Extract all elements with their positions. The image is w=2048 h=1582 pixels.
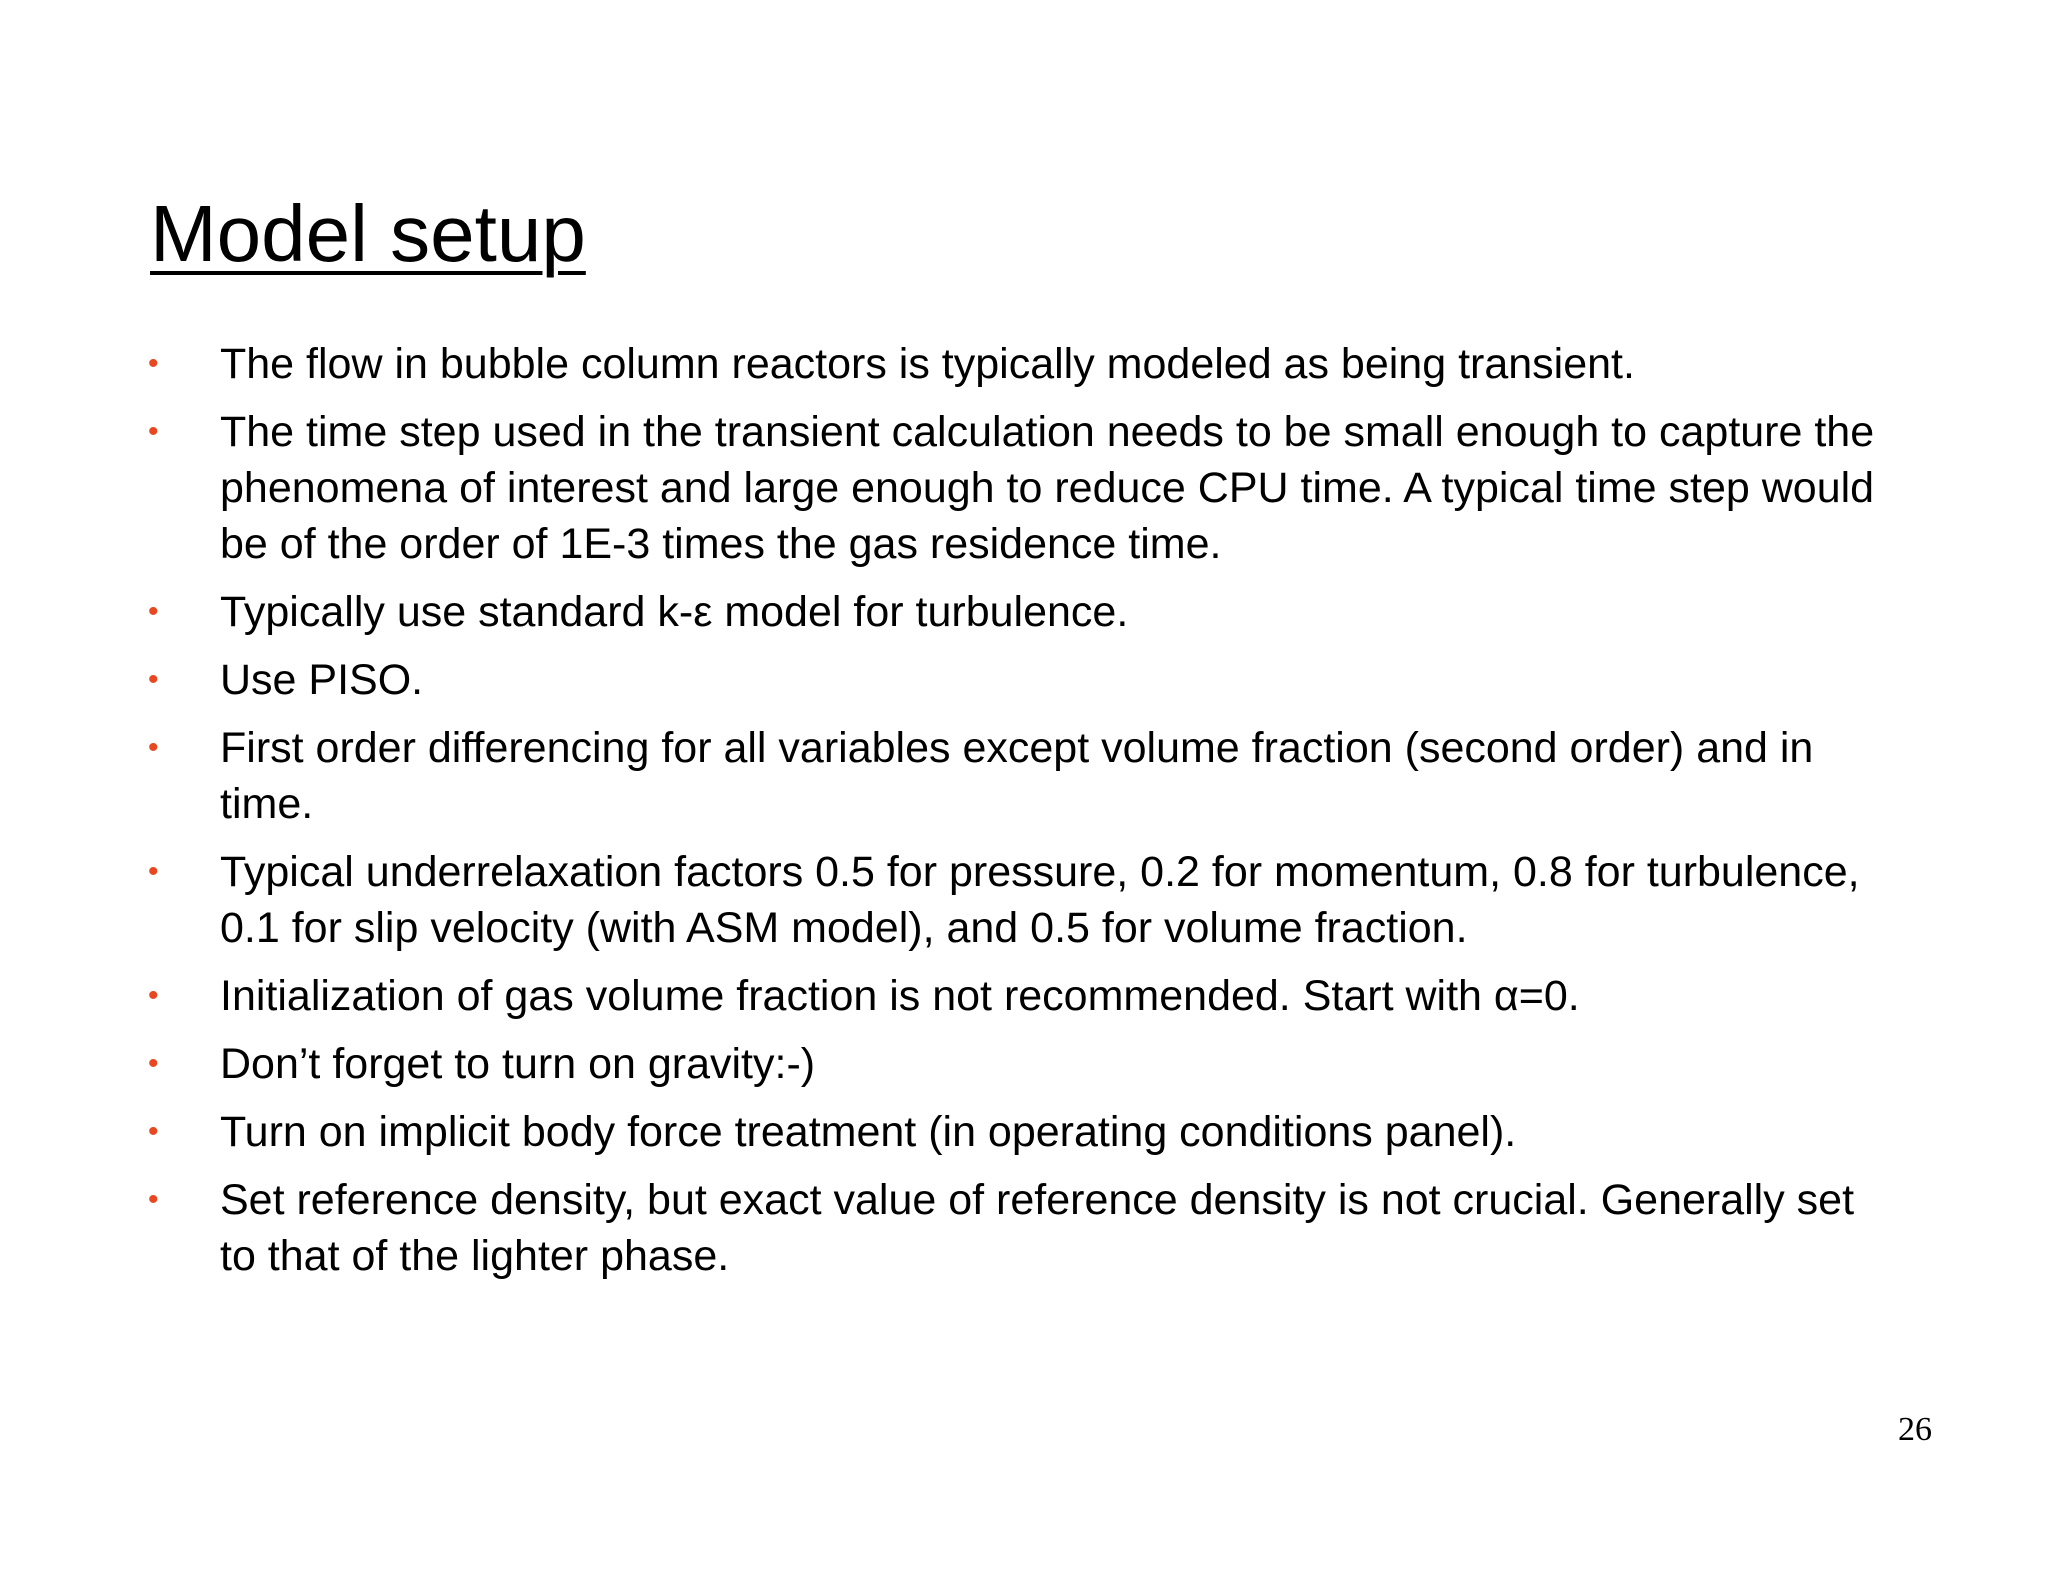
bullet-item xyxy=(148,720,1888,832)
bullet-item xyxy=(148,336,1888,392)
bullet-icon: • xyxy=(148,1183,159,1216)
bullet-text: Don’t forget to turn on gravity:-) xyxy=(220,1040,816,1088)
bullet-text: The flow in bubble column reactors is typically modeled as being transient. xyxy=(220,340,1635,388)
bullet-text: Typical underrelaxation factors 0.5 for pressure, 0.2 for momentum, 0.8 for turbulence, 0.1 for slip velocity (with ASM model), and 0.5 for volume fraction. xyxy=(220,848,1860,952)
bullet-icon: • xyxy=(148,1047,159,1080)
bullet-icon: • xyxy=(148,1115,159,1148)
bullet-icon: • xyxy=(148,347,159,380)
bullet-icon: • xyxy=(148,663,159,696)
bullet-item xyxy=(148,844,1888,956)
bullet-list xyxy=(148,336,1888,1296)
bullet-text: Set reference density, but exact value of reference density is not crucial. Generally set to that of the lighter phase. xyxy=(220,1176,1855,1280)
bullet-icon: • xyxy=(148,415,159,448)
bullet-item xyxy=(148,404,1888,572)
bullet-item xyxy=(148,652,1888,708)
bullet-text: Typically use standard k-ε model for turbulence. xyxy=(220,588,1129,636)
bullet-icon: • xyxy=(148,855,159,888)
bullet-icon: • xyxy=(148,595,159,628)
bullet-text: The time step used in the transient calculation needs to be small enough to capture the phenomena of interest and large enough to reduce CPU time. A typical time step would be of the order of 1E-3 times the gas residence time. xyxy=(220,408,1875,568)
bullet-item xyxy=(148,584,1888,640)
bullet-item xyxy=(148,968,1888,1024)
slide-title: Model setup xyxy=(150,189,586,278)
bullet-icon: • xyxy=(148,731,159,764)
bullet-text: Initialization of gas volume fraction is not recommended. Start with α=0. xyxy=(220,972,1580,1020)
bullet-item xyxy=(148,1172,1888,1284)
bullet-text: Use PISO. xyxy=(220,656,424,704)
bullet-item xyxy=(148,1036,1888,1092)
bullet-item xyxy=(148,1104,1888,1160)
bullet-text: Turn on implicit body force treatment (in operating conditions panel). xyxy=(220,1108,1517,1156)
bullet-icon: • xyxy=(148,979,159,1012)
bullet-text: First order differencing for all variables except volume fraction (second order) and in time. xyxy=(220,724,1814,828)
page-number: 26 xyxy=(1898,1411,1932,1448)
